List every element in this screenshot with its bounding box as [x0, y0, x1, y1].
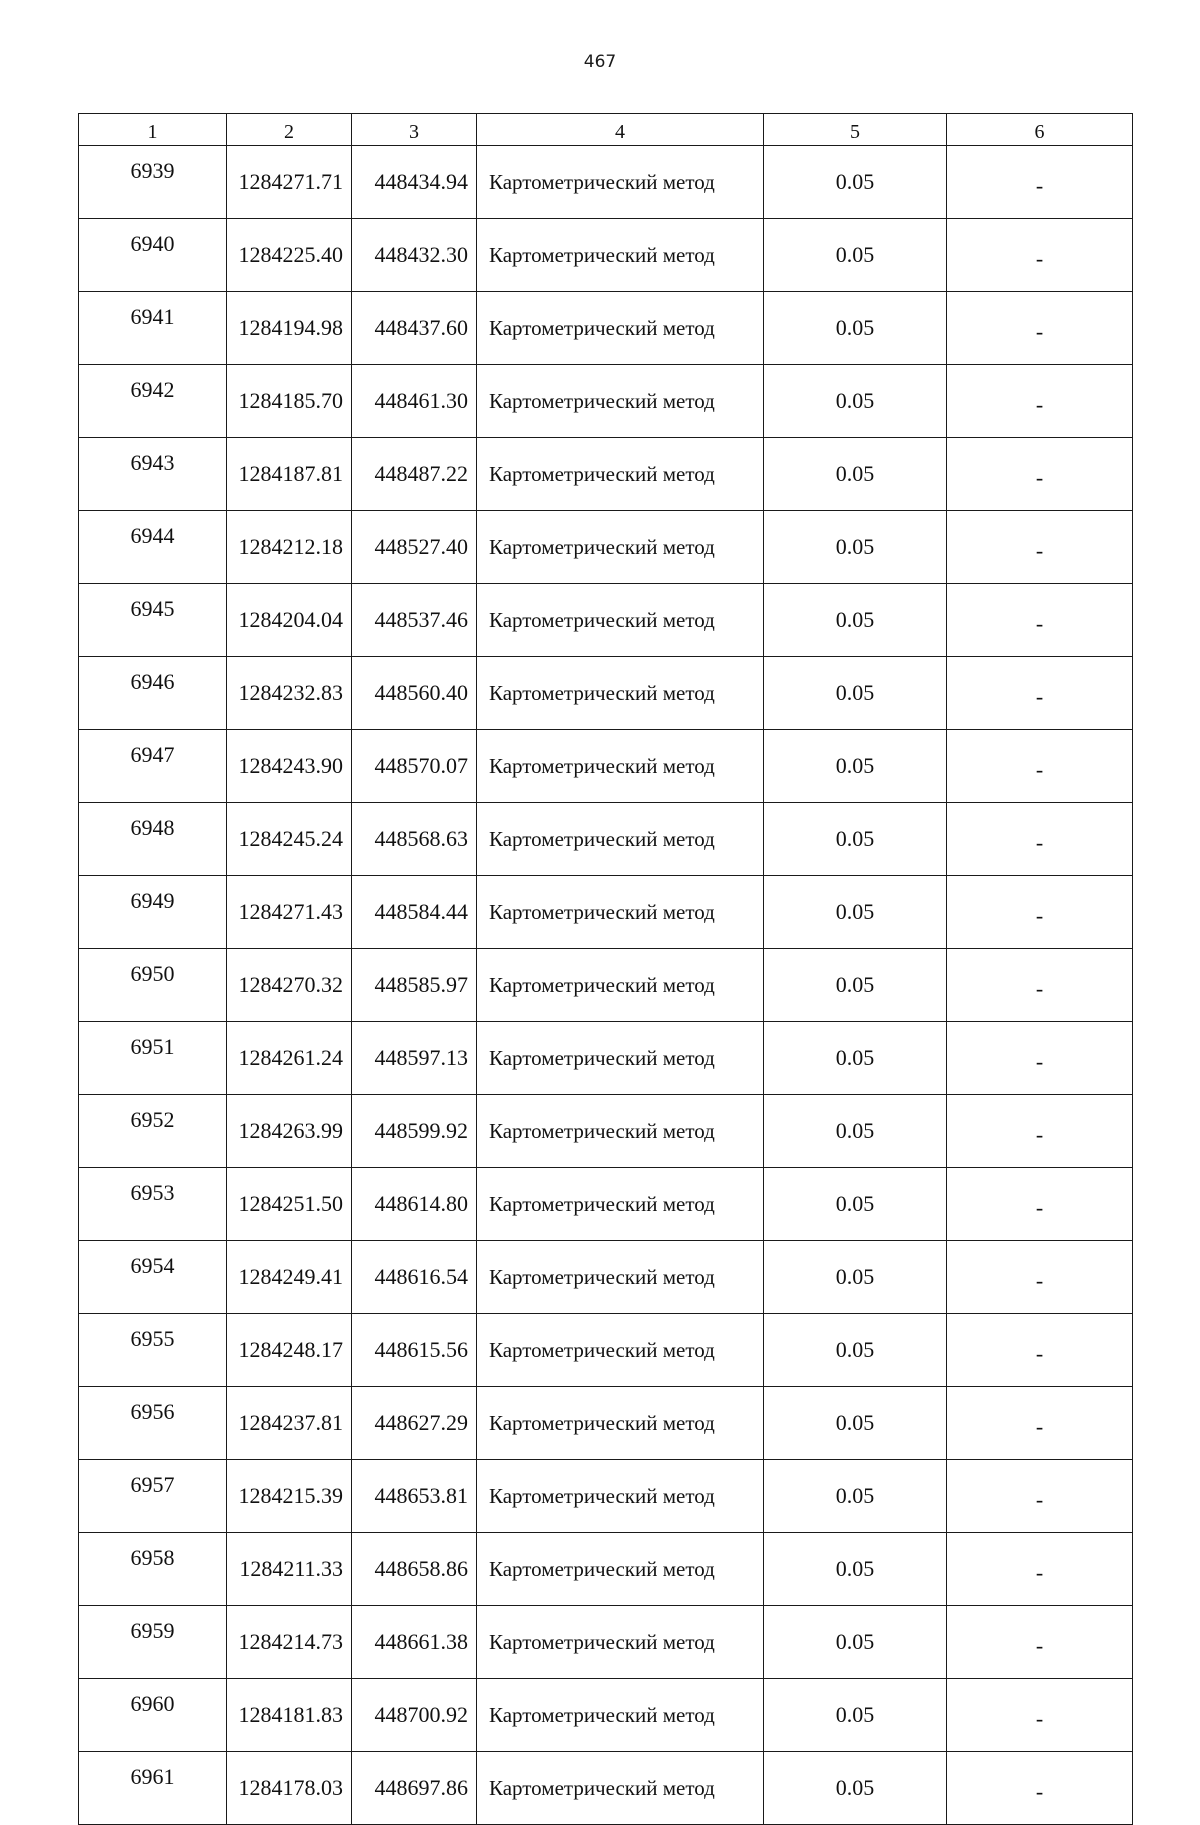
x-coordinate-cell: 1284237.81: [227, 1387, 352, 1460]
header-col-6: 6: [947, 114, 1133, 146]
y-coordinate-cell: 448614.80: [352, 1168, 477, 1241]
y-coordinate-cell: 448615.56: [352, 1314, 477, 1387]
y-coordinate-cell: 448461.30: [352, 365, 477, 438]
x-coordinate-cell: 1284243.90: [227, 730, 352, 803]
accuracy-cell: 0.05: [764, 1679, 947, 1752]
y-coordinate-cell: 448537.46: [352, 584, 477, 657]
y-coordinate-cell: 448527.40: [352, 511, 477, 584]
header-col-3: 3: [352, 114, 477, 146]
accuracy-cell: 0.05: [764, 1606, 947, 1679]
x-coordinate-cell: 1284261.24: [227, 1022, 352, 1095]
note-cell: -: [947, 1752, 1133, 1825]
table-row: [79, 1314, 1133, 1387]
point-number-cell: 6943: [79, 438, 227, 511]
table-header: [79, 114, 1133, 146]
x-coordinate-cell: 1284215.39: [227, 1460, 352, 1533]
table-row: [79, 1168, 1133, 1241]
table-row: [79, 1752, 1133, 1825]
note-cell: -: [947, 1387, 1133, 1460]
y-coordinate-cell: 448658.86: [352, 1533, 477, 1606]
x-coordinate-cell: 1284263.99: [227, 1095, 352, 1168]
table-row: [79, 1387, 1133, 1460]
x-coordinate-cell: 1284214.73: [227, 1606, 352, 1679]
table-row: [79, 1095, 1133, 1168]
note-cell: -: [947, 1095, 1133, 1168]
x-coordinate-cell: 1284232.83: [227, 657, 352, 730]
table-row: [79, 657, 1133, 730]
x-coordinate-cell: 1284194.98: [227, 292, 352, 365]
note-cell: -: [947, 219, 1133, 292]
note-cell: -: [947, 511, 1133, 584]
method-cell: Картометрический метод: [477, 1241, 764, 1314]
note-cell: -: [947, 146, 1133, 219]
note-cell: -: [947, 584, 1133, 657]
point-number-cell: 6958: [79, 1533, 227, 1606]
note-cell: -: [947, 292, 1133, 365]
point-number-cell: 6944: [79, 511, 227, 584]
point-number-cell: 6949: [79, 876, 227, 949]
y-coordinate-cell: 448627.29: [352, 1387, 477, 1460]
table-row: [79, 292, 1133, 365]
x-coordinate-cell: 1284271.43: [227, 876, 352, 949]
note-cell: -: [947, 438, 1133, 511]
method-cell: Картометрический метод: [477, 1168, 764, 1241]
point-number-cell: 6957: [79, 1460, 227, 1533]
accuracy-cell: 0.05: [764, 1022, 947, 1095]
method-cell: Картометрический метод: [477, 949, 764, 1022]
note-cell: -: [947, 1533, 1133, 1606]
method-cell: Картометрический метод: [477, 803, 764, 876]
note-cell: -: [947, 803, 1133, 876]
point-number-cell: 6946: [79, 657, 227, 730]
x-coordinate-cell: 1284248.17: [227, 1314, 352, 1387]
method-cell: Картометрический метод: [477, 1752, 764, 1825]
point-number-cell: 6961: [79, 1752, 227, 1825]
table-row: [79, 584, 1133, 657]
note-cell: -: [947, 876, 1133, 949]
x-coordinate-cell: 1284211.33: [227, 1533, 352, 1606]
accuracy-cell: 0.05: [764, 292, 947, 365]
accuracy-cell: 0.05: [764, 1533, 947, 1606]
method-cell: Картометрический метод: [477, 511, 764, 584]
x-coordinate-cell: 1284270.32: [227, 949, 352, 1022]
method-cell: Картометрический метод: [477, 1606, 764, 1679]
method-cell: Картометрический метод: [477, 1679, 764, 1752]
table-row: [79, 1679, 1133, 1752]
accuracy-cell: 0.05: [764, 584, 947, 657]
table-row: [79, 1606, 1133, 1679]
header-col-1: 1: [79, 114, 227, 146]
table-row: [79, 1533, 1133, 1606]
y-coordinate-cell: 448697.86: [352, 1752, 477, 1825]
y-coordinate-cell: 448661.38: [352, 1606, 477, 1679]
table-row: [79, 803, 1133, 876]
table-body: [79, 146, 1133, 1825]
accuracy-cell: 0.05: [764, 803, 947, 876]
point-number-cell: 6954: [79, 1241, 227, 1314]
point-number-cell: 6945: [79, 584, 227, 657]
note-cell: -: [947, 1460, 1133, 1533]
accuracy-cell: 0.05: [764, 219, 947, 292]
x-coordinate-cell: 1284181.83: [227, 1679, 352, 1752]
point-number-cell: 6948: [79, 803, 227, 876]
y-coordinate-cell: 448597.13: [352, 1022, 477, 1095]
x-coordinate-cell: 1284251.50: [227, 1168, 352, 1241]
table-row: [79, 949, 1133, 1022]
accuracy-cell: 0.05: [764, 1314, 947, 1387]
method-cell: Картометрический метод: [477, 584, 764, 657]
y-coordinate-cell: 448437.60: [352, 292, 477, 365]
point-number-cell: 6953: [79, 1168, 227, 1241]
accuracy-cell: 0.05: [764, 1752, 947, 1825]
method-cell: Картометрический метод: [477, 657, 764, 730]
y-coordinate-cell: 448570.07: [352, 730, 477, 803]
table-row: [79, 876, 1133, 949]
y-coordinate-cell: 448584.44: [352, 876, 477, 949]
note-cell: -: [947, 1168, 1133, 1241]
header-col-2: 2: [227, 114, 352, 146]
note-cell: -: [947, 949, 1133, 1022]
y-coordinate-cell: 448700.92: [352, 1679, 477, 1752]
x-coordinate-cell: 1284225.40: [227, 219, 352, 292]
accuracy-cell: 0.05: [764, 1460, 947, 1533]
point-number-cell: 6952: [79, 1095, 227, 1168]
accuracy-cell: 0.05: [764, 876, 947, 949]
note-cell: -: [947, 1241, 1133, 1314]
accuracy-cell: 0.05: [764, 438, 947, 511]
accuracy-cell: 0.05: [764, 146, 947, 219]
accuracy-cell: 0.05: [764, 1168, 947, 1241]
method-cell: Картометрический метод: [477, 146, 764, 219]
header-col-4: 4: [477, 114, 764, 146]
table-row: [79, 146, 1133, 219]
note-cell: -: [947, 1606, 1133, 1679]
table-row: [79, 1460, 1133, 1533]
table-row: [79, 511, 1133, 584]
method-cell: Картометрический метод: [477, 730, 764, 803]
x-coordinate-cell: 1284178.03: [227, 1752, 352, 1825]
accuracy-cell: 0.05: [764, 949, 947, 1022]
method-cell: Картометрический метод: [477, 1095, 764, 1168]
x-coordinate-cell: 1284245.24: [227, 803, 352, 876]
accuracy-cell: 0.05: [764, 511, 947, 584]
accuracy-cell: 0.05: [764, 1387, 947, 1460]
table-row: [79, 730, 1133, 803]
point-number-cell: 6940: [79, 219, 227, 292]
method-cell: Картометрический метод: [477, 1314, 764, 1387]
point-number-cell: 6941: [79, 292, 227, 365]
y-coordinate-cell: 448616.54: [352, 1241, 477, 1314]
point-number-cell: 6942: [79, 365, 227, 438]
y-coordinate-cell: 448432.30: [352, 219, 477, 292]
point-number-cell: 6956: [79, 1387, 227, 1460]
x-coordinate-cell: 1284271.71: [227, 146, 352, 219]
point-number-cell: 6959: [79, 1606, 227, 1679]
point-number-cell: 6950: [79, 949, 227, 1022]
page-number: 467: [583, 52, 617, 72]
x-coordinate-cell: 1284204.04: [227, 584, 352, 657]
point-number-cell: 6947: [79, 730, 227, 803]
point-number-cell: 6955: [79, 1314, 227, 1387]
method-cell: Картометрический метод: [477, 1533, 764, 1606]
table-row: [79, 219, 1133, 292]
method-cell: Картометрический метод: [477, 1460, 764, 1533]
point-number-cell: 6960: [79, 1679, 227, 1752]
method-cell: Картометрический метод: [477, 1387, 764, 1460]
y-coordinate-cell: 448653.81: [352, 1460, 477, 1533]
note-cell: -: [947, 365, 1133, 438]
accuracy-cell: 0.05: [764, 657, 947, 730]
y-coordinate-cell: 448599.92: [352, 1095, 477, 1168]
y-coordinate-cell: 448487.22: [352, 438, 477, 511]
x-coordinate-cell: 1284187.81: [227, 438, 352, 511]
x-coordinate-cell: 1284249.41: [227, 1241, 352, 1314]
coordinates-table: [78, 113, 1133, 1825]
table-row: [79, 1022, 1133, 1095]
accuracy-cell: 0.05: [764, 730, 947, 803]
y-coordinate-cell: 448585.97: [352, 949, 477, 1022]
note-cell: -: [947, 730, 1133, 803]
table-row: [79, 1241, 1133, 1314]
table-row: [79, 365, 1133, 438]
method-cell: Картометрический метод: [477, 876, 764, 949]
x-coordinate-cell: 1284212.18: [227, 511, 352, 584]
note-cell: -: [947, 657, 1133, 730]
method-cell: Картометрический метод: [477, 1022, 764, 1095]
y-coordinate-cell: 448560.40: [352, 657, 477, 730]
method-cell: Картометрический метод: [477, 292, 764, 365]
header-col-5: 5: [764, 114, 947, 146]
x-coordinate-cell: 1284185.70: [227, 365, 352, 438]
header-row: [79, 114, 1133, 146]
method-cell: Картометрический метод: [477, 219, 764, 292]
method-cell: Картометрический метод: [477, 365, 764, 438]
point-number-cell: 6951: [79, 1022, 227, 1095]
y-coordinate-cell: 448568.63: [352, 803, 477, 876]
y-coordinate-cell: 448434.94: [352, 146, 477, 219]
note-cell: -: [947, 1022, 1133, 1095]
accuracy-cell: 0.05: [764, 365, 947, 438]
note-cell: -: [947, 1314, 1133, 1387]
accuracy-cell: 0.05: [764, 1241, 947, 1314]
method-cell: Картометрический метод: [477, 438, 764, 511]
point-number-cell: 6939: [79, 146, 227, 219]
note-cell: -: [947, 1679, 1133, 1752]
accuracy-cell: 0.05: [764, 1095, 947, 1168]
table-row: [79, 438, 1133, 511]
